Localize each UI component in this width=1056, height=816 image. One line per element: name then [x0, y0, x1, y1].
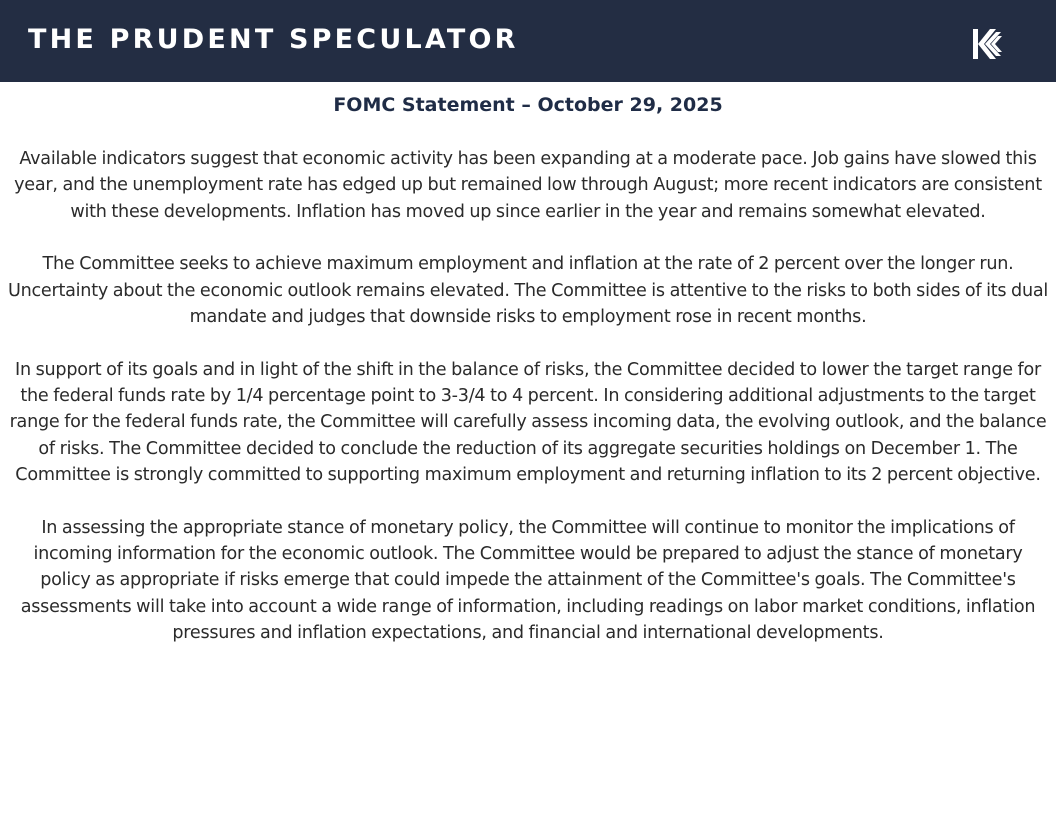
brand-title: THE PRUDENT SPECULATOR	[28, 24, 519, 55]
statement-paragraph: In assessing the appropriate stance of monetary policy, the Committee will continue to monitor the implications of incoming information for the economic outlook. The Committee would be prepared to adjust the stance of monetary policy as appropriate if risks emerge that could impede the attainment of the Committee's goals. The Committee's assessments will take into account a wide range of information, including readings on labor market conditions, inflation pressures and inflation expectations, and financial and international developments.	[20, 517, 1036, 643]
statement-paragraph: Available indicators suggest that economic activity has been expanding at a moderate pace. Job gains have slowed this year, and the unemployment rate has edged up but remained low through August; more recent indicators are consistent with these developments. Inflation has moved up since earlier in the year and remains somewhat elevated.	[14, 149, 1042, 222]
statement-body	[6, 146, 1050, 673]
document-title: FOMC Statement – October 29, 2025	[333, 94, 723, 116]
statement-paragraph: In support of its goals and in light of the shift in the balance of risks, the Committee decided to lower the target range for the federal funds rate by 1/4 percentage point to 3-3/4 to 4 percent. In considering additional adjustments to the target range for the federal funds rate, the Committee will carefully assess incoming data, the evolving outlook, and the balance of risks. The Committee decided to conclude the reduction of its aggregate securities holdings on December 1. The Committee is strongly committed to supporting maximum employment and returning inflation to its 2 percent objective.	[9, 359, 1047, 485]
kovitz-k-logo-icon	[970, 26, 1004, 62]
statement-paragraph: The Committee seeks to achieve maximum employment and inflation at the rate of 2 percent over the longer run. Uncertainty about the economic outlook remains elevated. The Committee is attentive to the risks to both sides of its dual mandate and judges that downside risks to employment rose in recent months.	[7, 254, 1049, 327]
page-header	[0, 0, 1056, 82]
